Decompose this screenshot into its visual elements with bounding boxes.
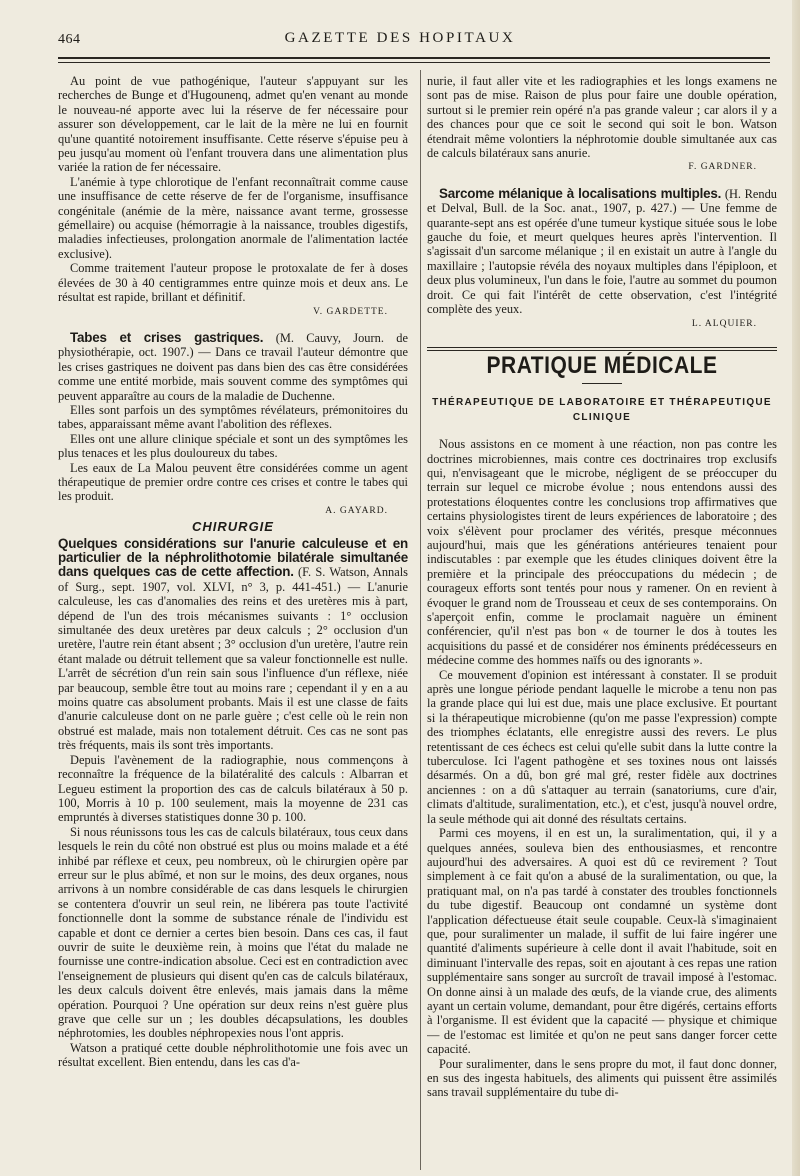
paragraph: L'anémie à type chlorotique de l'enfant reconnaîtrait comme cause une insuffisance de cette réserve de fer de l'organisme, insuffisance congénitale (anémie de la mère, naissance avant terme, grossesse gémellaire) ou acquise (hémorragie à la naissance, troubles digestifs, maladies infectieuses, prolongation anormale de l'alimentation lactée exclusive).: [58, 174, 408, 261]
abstract-sarcome: [427, 187, 777, 317]
paragraph: Ce mouvement d'opinion est intéressant à constater. Il se produit après une longue période pendant laquelle le microbe a tenu non pas la grande place qui lui est due, mais une place exclusive. Et pourtant si la thérapeutique microbienne (qu'on me passe l'expression) compte des triomphes éclatants, elle enregistre aussi des revers. Le plus retentissant de ces échecs est celui qu'elle subit dans la lutte contre la tuberculose. Ici l'agent pathogène et ses toxines nous ont laissés désarmés. On a dû, bon gré mal gré, rester fidèle aux doctrines anciennes : on a dû s'attaquer au terrain (sanatoriums, cure d'air, climats d'altitude, suralimentation, etc.), et c'est, jusqu'à nouvel ordre, la seule méthode qui ait donné des résultats certains.: [427, 667, 777, 826]
section-subtitle: THÉRAPEUTIQUE DE LABORATOIRE ET THÉRAPEUTIQUE CLINIQUE: [432, 397, 772, 423]
abstract-title: Quelques considérations sur l'anurie calculeuse et en particulier de la néphrolithotomie bilatérale simultanée dans quelques cas de cette affection.: [58, 535, 408, 580]
abstract-text: L'anurie calculeuse, les cas d'anomalies des reins et des uretères mis à part, dépend de l'un des trois mécanismes suivants : 1° occlusion simultanée des deux uretères par deux calculs ; 2° occlusion d'un uretère, l'autre rein étant absent ; 3° occlusion d'un uretère, l'autre rein étant malade ou détruit tellement que sa valeur fonctionnelle est nulle. L'arrêt de sécrétion d'un rein sain sous l'influence d'un réflexe, niée par beaucoup, semble être tout au moins rare ; cependant il y en a au moins quatre cas absolument probants. Mais il est une classe de faits d'anurie calculeuse dont on ne parle guère ; c'est celle où le rein non obstrué est malade, mais non totalement détruit. Ces cas ne sont pas très fréquents, mais ils sont très importants.: [58, 579, 408, 753]
section-rule: [427, 347, 777, 351]
section-heading-chirurgie: CHIRURGIE: [192, 519, 274, 535]
author-signature: F. GARDNER.: [688, 162, 757, 173]
paragraph: Pour suralimenter, dans le sens propre du mot, il faut donc donner, en sus des ingesta habituels, des aliments qui puissent être assimilés sans travail supplémentaire du tube di-: [427, 1056, 777, 1100]
page-edge: [792, 0, 800, 1176]
paragraph: Elles sont parfois un des symptômes révélateurs, prémonitoires du tabes, apparaissant même avant l'abolition des réflexes.: [58, 402, 408, 432]
author-signature: L. ALQUIER.: [691, 318, 757, 329]
right-column: [427, 74, 777, 1174]
paragraph: Si nous réunissons tous les cas de calculs bilatéraux, tous ceux dans lesquels le rein du côté non obstrué est plus ou moins malade et a été inhibé par réflexe et ceux, peu nombreux, où le chirurgien opère par erreur sur le plus abîmé, et non sur le moins, des deux organes, nous arrivons à un nombre considérable de cas dans lesquels le chirurgien se contentera d'ouvrir un seul rein, ne libérera pas toute l'activité fonctionnelle dont la somme de substance rénale de l'individu est capable et dont ce dernier a certes bien besoin. Dans ces cas, il faut ouvrir de suite le deuxième rein, à moins que l'état du malade ne fournisse une contre-indication absolue. Ceci est en contradiction avec l'enseignement de plusieurs qui disent qu'en cas de calculs bilatéraux, les deux calculs doivent être enlevés, mais jamais dans la même opération. Pourquoi ? Une opération sur deux reins n'est guère plus grave que celle sur un ; les doubles décapsulations, les doubles néphrotomies, les doubles néphropexies nous l'ont appris.: [58, 824, 408, 1041]
author-signature: V. GARDETTE.: [313, 306, 388, 317]
abstract-tabes: [58, 331, 408, 403]
running-title: GAZETTE DES HOPITAUX: [284, 30, 516, 46]
title-underline: [582, 383, 622, 384]
paragraph: nurie, il faut aller vite et les radiographies et les longs examens ne sont pas de mise. Raison de plus pour faire une double opération, surtout si le premier rein opéré n'a pas grande valeur ; car alors il y a des chances pour que ce soit le second qui soit le bon. Watson étendrait même volontiers la néphrotomie double simultanée aux cas de calculs bilatéraux sans anurie.: [427, 74, 777, 161]
paragraph: Nous assistons en ce moment à une réaction, non pas contre les doctrines microbiennes, mais contre ces doctrinaires trop exclusifs qui, n'envisageant que le microbe, négligent de se préoccuper du terrain sur lequel ce microbe évolue ; nous entendons aussi des protestations éloquentes contre les conclusions trop affirmatives que certains physiologistes tirent de leurs expériences de laboratoire ; des voix s'élèvent pour proclamer des vérités, presque méconnues aujourd'hui, mais que les générations antérieures tenaient pour indiscutables : par exemple que les études cliniques doivent être la première et la principale des préoccupations du médecin ; de courageux efforts sont tentés pour nous y ramener. On en revient à évoquer le grand nom de Trousseau et ceux de ses contemporains. On s'aperçoit enfin, comme le proclamait naguère un éminent conférencier, qu'il n'est pas bon « de tourner le dos à toutes les acquisitions du passé et de considérer nos éminents prédécesseurs en médecine comme des hommes naïfs ou des ignorants ».: [427, 437, 777, 668]
left-column: [58, 74, 408, 1174]
column-divider: [420, 70, 421, 1170]
page-number: 464: [58, 32, 81, 47]
abstract-anurie: [58, 537, 408, 753]
paragraph: Depuis l'avènement de la radiographie, nous commençons à reconnaître la fréquence de la bilatéralité des calculs : Albarran et Legueu estiment la proportion des cas de calculs bilatéraux à 50 p. 100, Morris à 10 p. 100 seulement, mais la moyenne de 231 cas empruntés à diverses statistiques donne 30 p. 100.: [58, 752, 408, 825]
header-rule: [58, 57, 770, 59]
paragraph: Watson a pratiqué cette double néphrolithotomie une fois avec un résultat excellent. Bien entendu, dans les cas d'a-: [58, 1040, 408, 1070]
paragraph: Les eaux de La Malou peuvent être considérées comme un agent thérapeutique de premier ordre contre ces crises et contre le tabes qui les produit.: [58, 460, 408, 504]
section-title: PRATIQUE MÉDICALE: [486, 352, 718, 379]
abstract-title: Sarcome mélanique à localisations multiples.: [439, 185, 722, 201]
abstract-text: Une femme de quarante-sept ans est opérée d'une tumeur kystique située sous le lobe gauche du foie, et meurt quelques heures après l'intervention. Il s'agissait d'un sarcome mélanique ; il en existait un autre à l'angle du maxillaire ; l'autopsie révéla des noyaux multiples dans l'épiploon, et deux plus volumineux, l'un dans le foie, l'autre au sommet du poumon droit. Ce qui fait l'intérêt de cette observation, c'est l'intégrité complète des yeux.: [427, 201, 777, 317]
author-signature: A. GAYARD.: [325, 505, 388, 516]
paragraph: Parmi ces moyens, il en est un, la suralimentation, qui, il y a quelques années, souleva bien des enthousiasmes, et rencontre aujourd'hui des adversaires. A quoi est dû ce revirement ? Tout simplement à ce fait qu'on a abusé de la suralimentation, ou que, la pratiquant mal, on n'a pas tardé à constater des troubles fonctionnels du tube digestif. Beaucoup ont condamné un système dont l'application défectueuse était seule coupable. Ceux-là s'imaginaient que, pour suralimenter un malade, il suffit de lui faire ingérer une quantité d'aliments supérieure à celle dont il avait l'habitude, soit en diminuant l'intervalle des repas, soit en ajoutant à ces repas une ration supplémentaire sans songer au surcroît de travail imposé à l'estomac. On donne ainsi à un malade des œufs, de la viande crue, des aliments ayant un certain volume, demandant, pour être digérés, certains efforts à l'organisme. Il est évident que la capacité — physique et chimique — de l'estomac est limitée et qu'on ne peut sans danger forcer cette capacité.: [427, 826, 777, 1057]
abstract-reference: (F. S. Watson, Annals of Surg., sept. 1907, vol. XLVI, n° 3, p. 441-451.) —: [58, 565, 408, 594]
paragraph: Comme traitement l'auteur propose le protoxalate de fer à doses élevées de 30 à 40 centigrammes entre quinze mois et deux ans. Le résultat est rapide, brillant et définitif.: [58, 261, 408, 305]
abstract-title: Tabes et crises gastriques.: [70, 329, 264, 345]
abstract-reference: (M. Cauvy, Journ. de physiothérapie, oct. 1907.) —: [58, 330, 408, 360]
paragraph: Elles ont une allure clinique spéciale et sont un des symptômes les plus tenaces et les plus douloureux du tabes.: [58, 431, 408, 461]
paragraph: Au point de vue pathogénique, l'auteur s'appuyant sur les recherches de Bunge et d'Hugounenq, admet qu'en venant au monde le nouveau-né apporte avec lui la réserve de fer nécessaire pour assurer son développement, car le lait de la mère ne lui en fournit qu'une quantité notoirement insuffisante. Cette réserve s'épuise peu à peu jusqu'au moment où l'enfant trouvera dans une alimentation plus variée la ration de fer nécessaire.: [58, 74, 408, 175]
header-rule-thin: [58, 62, 770, 63]
abstract-reference: (H. Rendu et Delval, Bull. de la Soc. anat., 1907, p. 427.) —: [427, 186, 777, 216]
abstract-text: Dans ce travail l'auteur démontre que les crises gastriques ne doivent pas dans bien des cas être considérées comme une entité morbide, mais souvent comme des symptômes qui peuvent apparaître au cours de la maladie de Duchenne.: [58, 345, 408, 403]
